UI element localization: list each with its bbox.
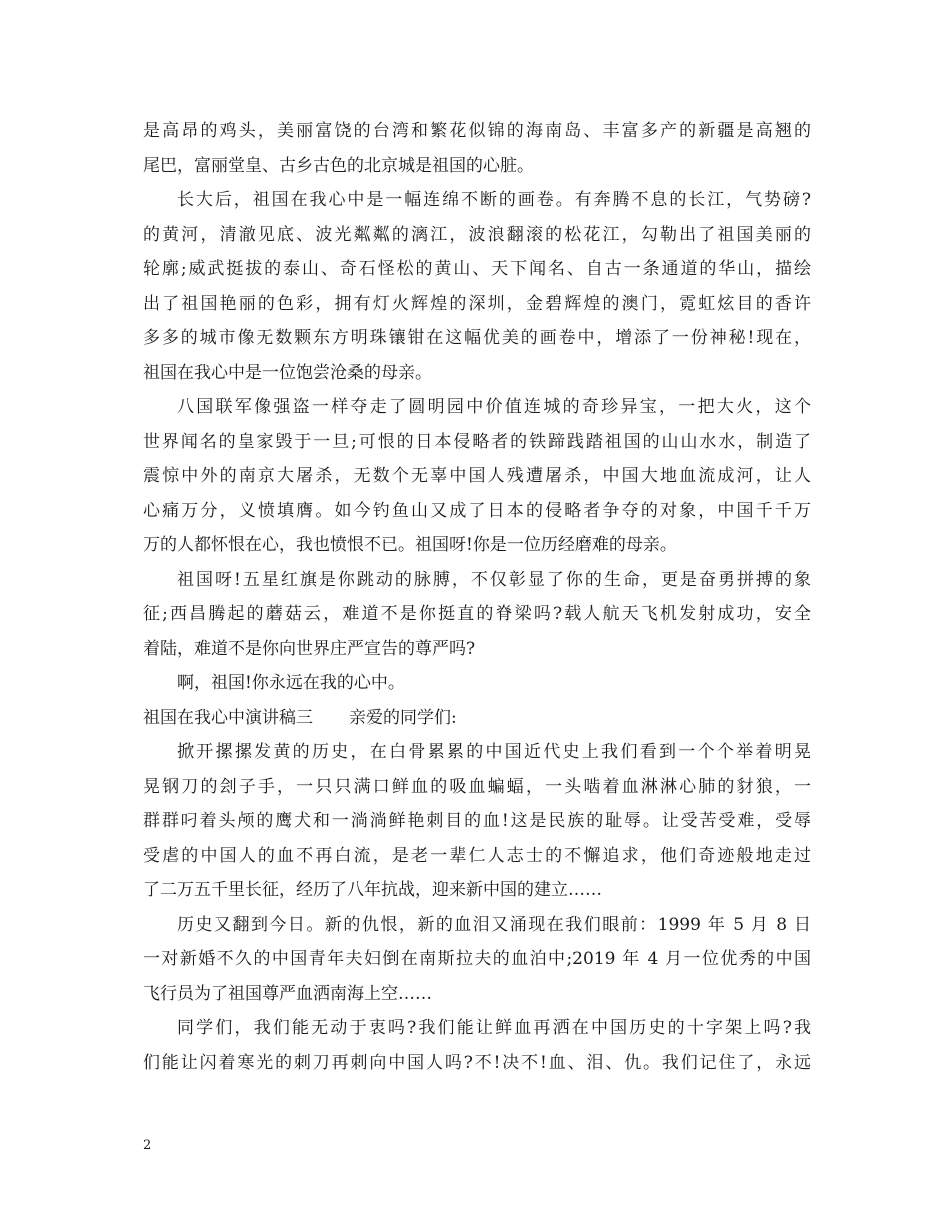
text-line: 世界闻名的皇家毁于一旦;可恨的日本侵略者的铁蹄践踏祖国的山山水水，制造了 <box>143 431 811 452</box>
text-line: 祖国在我心中是一位饱尝沧桑的母亲。 <box>143 362 432 383</box>
text-line: 出了祖国艳丽的色彩，拥有灯火辉煌的深圳，金碧辉煌的澳门，霓虹炫目的香许 <box>143 293 811 314</box>
text-line: 飞行员为了祖国尊严血洒南海上空…… <box>143 983 432 1004</box>
text-line: 着陆，难道不是你向世界庄严宣告的尊严吗? <box>143 638 476 659</box>
paragraph-start-line: 八国联军像强盗一样夺走了圆明园中价值连城的奇珍异宝，一把大火，这个 <box>177 397 811 417</box>
text-line: 万的人都怀恨在心，我也愤恨不已。祖国呀!你是一位历经磨难的母亲。 <box>143 535 677 555</box>
text-line: 轮廓;威武挺拔的泰山、奇石怪松的黄山、天下闻名、自古一条通道的华山，描绘 <box>143 259 811 279</box>
section-heading: 祖国在我心中演讲稿三 <box>143 707 313 728</box>
text-line: 晃钢刀的刽子手，一只只满口鲜血的吸血蝙蝠，一头啮着血淋淋心肺的豺狼，一 <box>143 776 811 797</box>
paragraph-start-line: 啊，祖国!你永远在我的心中。 <box>177 673 405 693</box>
paragraph-start-line: 掀开摞摞发黄的历史，在白骨累累的中国近代史上我们看到一个个举着明晃 <box>177 742 811 762</box>
text-line: 受虐的中国人的血不再白流，是老一辈仁人志士的不懈追求，他们奇迹般地走过 <box>143 845 811 866</box>
paragraph-start-line: 祖国呀!五星红旗是你跳动的脉膊，不仅彰显了你的生命，更是奋勇拼搏的象 <box>177 569 811 590</box>
text-line: 震惊中外的南京大屠杀，无数个无辜中国人残遭屠杀，中国大地血流成河，让人 <box>143 466 811 486</box>
paragraph-start-line: 长大后，祖国在我心中是一幅连绵不断的画卷。有奔腾不息的长江，气势磅? <box>177 190 811 210</box>
section-heading-line <box>143 701 811 736</box>
page-number: 2 <box>143 1138 152 1153</box>
text-line: 群群叼着头颅的鹰犬和一淌淌鲜艳刺目的血!这是民族的耻辱。让受苦受难，受辱 <box>143 811 811 831</box>
text-line: 征;西昌腾起的蘑菇云，难道不是你挺直的脊梁吗?载人航天飞机发射成功，安全 <box>143 604 811 624</box>
greeting: 亲爱的同学们: <box>349 707 457 728</box>
body-text <box>143 114 811 1080</box>
text-line: 的黄河，清澈见底、波光粼粼的漓江，波浪翻滚的松花江，勾勒出了祖国美丽的 <box>143 224 811 245</box>
text-line: 心痛万分，义愤填膺。如今钓鱼山又成了日本的侵略者争夺的对象，中国千千万 <box>143 500 811 521</box>
text-line: 多多的城市像无数颗东方明珠镶钳在这幅优美的画卷中，增添了一份神秘!现在， <box>143 328 811 348</box>
paragraph-start-line: 历史又翻到今日。新的仇恨，新的血泪又涌现在我们眼前：1999 年 5 月 8 日 <box>177 914 811 935</box>
text-line: 是高昂的鸡头，美丽富饶的台湾和繁花似锦的海南岛、丰富多产的新疆是高翘的 <box>143 121 811 141</box>
text-line: 一对新婚不久的中国青年夫妇倒在南斯拉夫的血泊中;2019 年 4 月一位优秀的中国 <box>143 949 811 969</box>
text-line: 尾巴，富丽堂皇、古乡古色的北京城是祖国的心脏。 <box>143 155 534 176</box>
paragraph-start-line: 同学们，我们能无动于衷吗?我们能让鲜血再洒在中国历史的十字架上吗?我 <box>177 1018 811 1038</box>
text-line: 了二万五千里长征，经历了八年抗战，迎来新中国的建立…… <box>143 880 602 900</box>
text-line: 们能让闪着寒光的刺刀再刺向中国人吗?不!决不!血、泪、仇。我们记住了，永远 <box>143 1052 811 1073</box>
